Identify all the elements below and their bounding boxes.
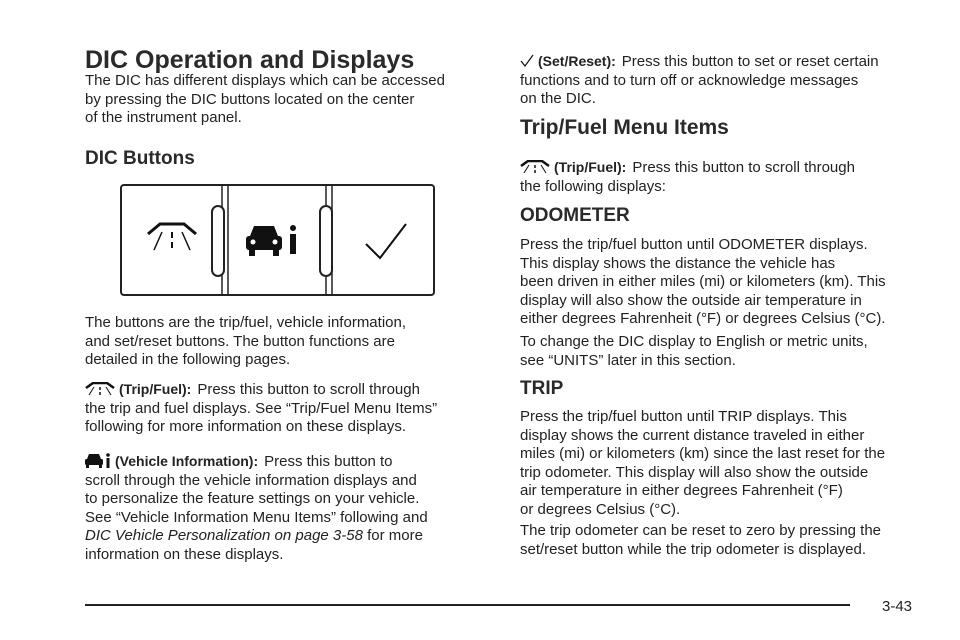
text-line: display will also show the outside air temperature in xyxy=(520,291,862,309)
text-line: by pressing the DIC buttons located on the center xyxy=(85,90,415,108)
text-line: Press this button to scroll through xyxy=(197,381,420,398)
set-reset-button-description xyxy=(520,52,930,109)
page-title: DIC Operation and Displays xyxy=(85,46,415,74)
text-line: been driven in either miles (mi) or kilometers (km). This xyxy=(520,273,886,290)
text-line: The buttons are the trip/fuel, vehicle information, xyxy=(85,314,407,331)
buttons-description xyxy=(85,314,485,370)
trip-fuel-icon xyxy=(520,160,550,174)
footer-rule xyxy=(85,604,850,606)
text-line: display shows the current distance traveled in either xyxy=(520,426,865,444)
odometer-paragraph xyxy=(520,236,940,329)
text-line xyxy=(520,158,930,178)
text-line: miles (mi) or kilometers (km) since the last reset for the xyxy=(520,445,886,462)
button-separator xyxy=(212,186,228,294)
trip-fuel-icon[interactable] xyxy=(148,224,196,250)
text-line xyxy=(85,527,485,546)
reset-paragraph xyxy=(520,522,940,559)
text-line: air temperature in either degrees Fahrenheit (°F) xyxy=(520,482,843,499)
text-line: of the instrument panel. xyxy=(85,109,242,126)
text-line: See “Vehicle Information Menu Items” following and xyxy=(85,508,428,526)
vehicle-info-button-description xyxy=(85,452,485,564)
text-line: and set/reset buttons. The button functions are xyxy=(85,332,395,350)
text-line: Press this button to xyxy=(264,453,393,470)
trip-paragraph xyxy=(520,408,940,519)
text-line: either degrees Fahrenheit (°F) or degrees Celsius (°C). xyxy=(520,310,886,327)
set-reset-check-icon xyxy=(520,54,534,68)
vehicle-info-label: (Vehicle Information): xyxy=(115,453,259,469)
trip-fuel-label: (Trip/Fuel): xyxy=(119,381,192,397)
text-line: see “UNITS” later in this section. xyxy=(520,351,736,369)
trip-fuel-label: (Trip/Fuel): xyxy=(554,159,627,175)
dic-buttons-heading: DIC Buttons xyxy=(85,148,195,169)
text-line: To change the DIC display to English or metric units, xyxy=(520,333,868,350)
text-line xyxy=(520,52,930,72)
vehicle-info-icon[interactable] xyxy=(246,225,296,256)
text-line: information on these displays. xyxy=(85,545,284,563)
text-line: Press the trip/fuel button until ODOMETER displays. xyxy=(520,236,868,253)
text-line: trip odometer. This display will also show the outside xyxy=(520,463,869,481)
set-reset-check-icon[interactable] xyxy=(366,224,406,258)
trip-fuel-menu-description xyxy=(520,158,930,196)
text-line: Press the trip/fuel button until TRIP displays. This xyxy=(520,408,847,425)
text-line: The trip odometer can be reset to zero by pressing the xyxy=(520,522,882,539)
text-line: on the DIC. xyxy=(520,90,596,107)
text-line: or degrees Celsius (°C). xyxy=(520,500,681,518)
page-number: 3-43 xyxy=(882,598,913,615)
trip-fuel-icon xyxy=(85,382,115,396)
text-line: set/reset button while the trip odometer is displayed. xyxy=(520,540,867,558)
text-line: scroll through the vehicle information displays and xyxy=(85,471,417,489)
intro-paragraph xyxy=(85,72,485,128)
text-line: This display shows the distance the vehicle has xyxy=(520,254,836,272)
text-line: Press this button to scroll through xyxy=(632,159,855,176)
text-line: Press this button to set or reset certain xyxy=(621,53,879,70)
text-line: functions and to turn off or acknowledge messages xyxy=(520,71,859,89)
trip-fuel-menu-heading: Trip/Fuel Menu Items xyxy=(520,116,729,139)
button-separator xyxy=(320,186,332,294)
set-reset-label: (Set/Reset): xyxy=(538,53,616,69)
trip-heading: TRIP xyxy=(520,378,564,399)
cross-reference-link[interactable]: DIC Vehicle Personalization on page 3-58 xyxy=(85,527,363,544)
text-line: the following displays: xyxy=(520,177,666,195)
text-fragment: for more xyxy=(362,527,423,544)
trip-fuel-button-description xyxy=(85,380,485,437)
odometer-heading: ODOMETER xyxy=(520,205,630,226)
text-line: the trip and fuel displays. See “Trip/Fuel Menu Items” xyxy=(85,399,438,417)
text-line xyxy=(85,452,485,472)
vehicle-info-icon xyxy=(85,452,111,468)
dic-button-panel-illustration xyxy=(120,184,435,296)
text-line: following for more information on these displays. xyxy=(85,418,406,435)
text-line: The DIC has different displays which can be accessed xyxy=(85,72,445,89)
units-paragraph xyxy=(520,333,940,370)
text-line: to personalize the feature settings on your vehicle. xyxy=(85,490,420,507)
text-line xyxy=(85,380,485,400)
text-line: detailed in the following pages. xyxy=(85,351,291,368)
